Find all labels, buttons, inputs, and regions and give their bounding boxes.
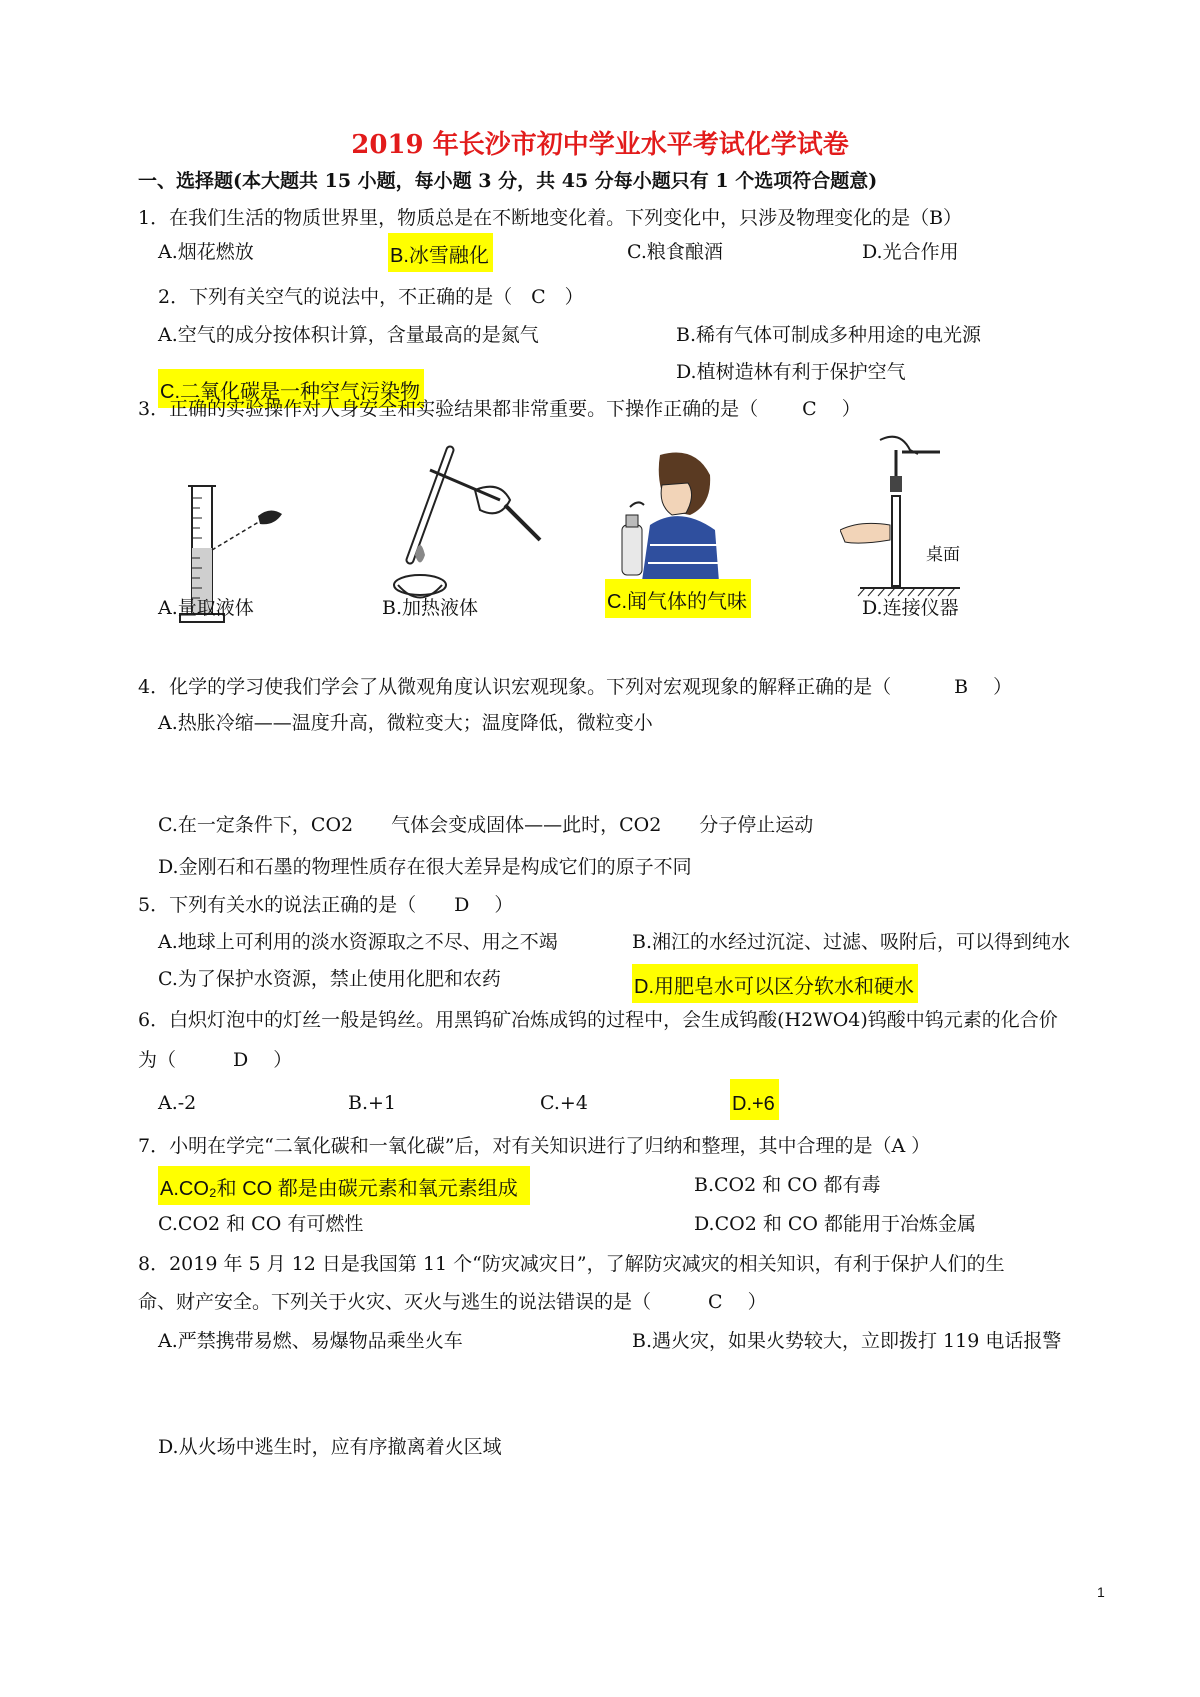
q6-option-c: C.+4 — [540, 1092, 588, 1114]
q5-option-c: C.为了保护水资源，禁止使用化肥和农药 — [158, 968, 501, 990]
section-heading: 一、选择题(本大题共 15 小题，每小题 3 分，共 45 分每小题只有 1 个选项符合题意) — [138, 170, 878, 192]
q7-option-d: D.CO2 和 CO 都能用于冶炼金属 — [694, 1213, 977, 1235]
smelling-gas-figure — [600, 445, 740, 595]
q6-option-b: B.+1 — [348, 1092, 397, 1114]
q6-option-d-highlighted: D.+6 — [730, 1079, 779, 1120]
q5-option-a: A.地球上可利用的淡水资源取之不尽、用之不竭 — [158, 931, 558, 953]
page-number: 1 — [1097, 1584, 1105, 1600]
q8-option-d: D.从火场中逃生时，应有序撤离着火区域 — [158, 1436, 502, 1458]
question-8-stem-line2: 命、财产安全。下列关于火灾、灭火与逃生的说法错误的是（ C ） — [138, 1291, 767, 1313]
q8-option-a: A.严禁携带易燃、易爆物品乘坐火车 — [158, 1330, 463, 1352]
question-3-stem: 3．正确的实验操作对人身安全和实验结果都非常重要。下操作正确的是（ C ） — [138, 398, 861, 420]
heating-test-tube-figure — [380, 440, 550, 610]
connecting-apparatus-figure — [840, 430, 980, 600]
q2-option-c-highlighted: C.二氧化碳是一种空气污染物 — [158, 369, 424, 408]
question-8-stem-line1: 8．2019 年 5 月 12 日是我国第 11 个“防灾减灾日”，了解防灾减灾的相关知识，有利于保护人们的生 — [138, 1253, 1005, 1275]
q3-option-c-highlighted: C.闻气体的气味 — [605, 579, 751, 618]
q7-option-b: B.CO2 和 CO 都有毒 — [694, 1174, 881, 1196]
q2-option-b: B.稀有气体可制成多种用途的电光源 — [676, 324, 982, 346]
question-1-stem: 1．在我们生活的物质世界里，物质总是在不断地变化着。下列变化中，只涉及物理变化的是（B） — [138, 207, 963, 229]
q1-option-d: D.光合作用 — [862, 241, 959, 263]
q3-option-d: D.连接仪器 — [862, 597, 959, 619]
q6-option-a: A.-2 — [158, 1092, 197, 1114]
q5-option-b: B.湘江的水经过沉淀、过滤、吸附后，可以得到纯水 — [632, 931, 1071, 953]
question-7-stem: 7．小明在学完“二氧化碳和一氧化碳”后，对有关知识进行了归纳和整理，其中合理的是（A ） — [138, 1135, 931, 1157]
q2-option-a: A.空气的成分按体积计算，含量最高的是氮气 — [158, 324, 539, 346]
q7-option-a-highlighted: A.CO₂和 CO 都是由碳元素和氧元素组成 — [158, 1166, 530, 1205]
q1-option-b-highlighted: B.冰雪融化 — [388, 233, 493, 272]
q4-option-a: A.热胀冷缩——温度升高，微粒变大；温度降低，微粒变小 — [158, 712, 653, 734]
exam-title: 2019 年长沙市初中学业水平考试化学试卷 — [351, 130, 849, 160]
desk-label: 桌面 — [926, 545, 960, 564]
question-6-stem-line1: 6．白炽灯泡中的灯丝一般是钨丝。用黑钨矿冶炼成钨的过程中，会生成钨酸(H2WO4)钨酸中钨元素的化合价 — [138, 1009, 1058, 1031]
q3-option-b: B.加热液体 — [382, 597, 479, 619]
q7-option-c: C.CO2 和 CO 有可燃性 — [158, 1213, 364, 1235]
question-2-stem: 2．下列有关空气的说法中，不正确的是（ C ） — [158, 286, 584, 308]
q4-option-c: C.在一定条件下，CO2 气体会变成固体——此时，CO2 分子停止运动 — [158, 814, 814, 836]
q8-option-b: B.遇火灾，如果火势较大，立即拨打 119 电话报警 — [632, 1330, 1062, 1352]
q4-option-d: D.金刚石和石墨的物理性质存在很大差异是构成它们的原子不同 — [158, 856, 692, 878]
question-6-stem-line2: 为（ D ） — [138, 1049, 293, 1071]
q1-option-a: A.烟花燃放 — [158, 241, 254, 263]
q2-option-d: D.植树造林有利于保护空气 — [676, 361, 906, 383]
question-4-stem: 4．化学的学习使我们学会了从微观角度认识宏观现象。下列对宏观现象的解释正确的是（ B ） — [138, 676, 1013, 698]
q3-option-a: A.量取液体 — [158, 597, 254, 619]
q5-option-d-highlighted: D.用肥皂水可以区分软水和硬水 — [632, 964, 918, 1003]
question-5-stem: 5．下列有关水的说法正确的是（ D ） — [138, 894, 514, 916]
q1-option-c: C.粮食酿酒 — [627, 241, 723, 263]
